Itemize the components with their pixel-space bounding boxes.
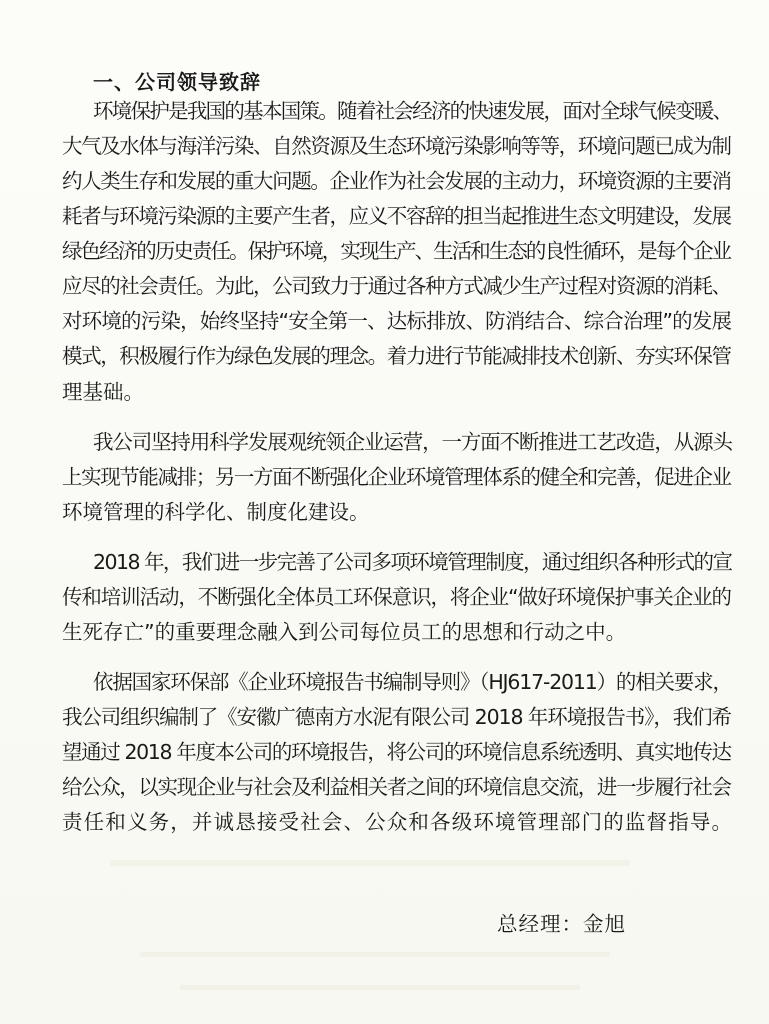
paragraph-line: 大气及水体与海洋污染、自然资源及生态环境污染影响等等，环境问题已成为制 — [62, 134, 731, 158]
paragraph-line: 对环境的污染，始终坚持“安全第一、达标排放、防消结合、综合治理”的发展 — [62, 309, 732, 333]
paragraph-line: 约人类生存和发展的重大问题。企业作为社会发展的主动力，环境资源的主要消 — [62, 169, 731, 193]
bleed-through-mark — [110, 860, 630, 866]
paragraph-line: 理基础。 — [62, 380, 144, 404]
paragraph-line: 传和培训活动，不断强化全体员工环保意识，将企业“做好环境保护事关企业的 — [62, 585, 731, 609]
paragraph-line: 模式，积极履行作为绿色发展的理念。着力进行节能减排技术创新、夯实环保管 — [62, 344, 731, 368]
paragraph-line: 耗者与环境污染源的主要产生者，应义不容辞的担当起推进生态文明建设，发展 — [62, 204, 731, 228]
paragraph-line: 依据国家环保部《企业环境报告书编制导则》（HJ617-2011）的相关要求， — [93, 670, 732, 694]
paragraph-line: 绿色经济的历史责任。保护环境，实现生产、生活和生态的良性循环，是每个企业 — [62, 239, 731, 263]
paragraph-line: 生死存亡”的重要理念融入到公司每位员工的思想和行动之中。 — [62, 620, 627, 644]
section-heading: 一、公司领导致辞 — [93, 70, 261, 94]
paragraph-line: 给公众，以实现企业与社会及利益相关者之间的环境信息交流，进一步履行社会 — [62, 775, 731, 799]
paragraph-line: 望通过 2018 年度本公司的环境报告，将公司的环境信息系统透明、真实地传达 — [62, 740, 731, 764]
bleed-through-mark — [140, 952, 610, 957]
paragraph-line: 2018 年，我们进一步完善了公司多项环境管理制度，通过组织各种形式的宣 — [93, 550, 732, 574]
signature-line: 总经理：金旭 — [497, 912, 626, 936]
paragraph-line: 应尽的社会责任。为此，公司致力于通过各种方式减少生产过程对资源的消耗、 — [62, 274, 731, 298]
bleed-through-mark — [180, 985, 580, 990]
paragraph-line: 我公司组织编制了《安徽广德南方水泥有限公司 2018 年环境报告书》，我们希 — [62, 705, 731, 729]
paragraph-line: 环境管理的科学化、制度化建设。 — [62, 500, 370, 524]
paragraph-line: 上实现节能减排；另一方面不断强化企业环境管理体系的健全和完善，促进企业 — [62, 465, 731, 489]
paragraph-line: 责任和义务，并诚恳接受社会、公众和各级环境管理部门的监督指导。 — [62, 810, 734, 834]
paragraph-line: 环境保护是我国的基本国策。随着社会经济的快速发展，面对全球气候变暖、 — [93, 99, 732, 123]
paragraph-line: 我公司坚持用科学发展观统领企业运营，一方面不断推进工艺改造，从源头 — [93, 430, 732, 454]
